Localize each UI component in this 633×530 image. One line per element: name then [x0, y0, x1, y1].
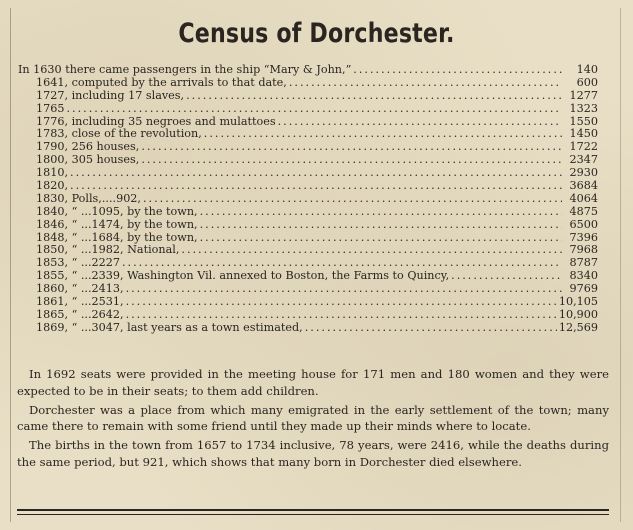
census-row-description: 1830, Polls,....902,	[36, 192, 141, 205]
census-row	[18, 77, 598, 90]
census-row	[18, 167, 598, 180]
census-row-value: 10,105	[558, 295, 598, 309]
census-row-value: 6500	[569, 217, 598, 231]
census-row-description: 1783, close of the revolution,	[36, 128, 202, 141]
census-row	[18, 206, 598, 219]
census-row-description: 1765	[36, 102, 65, 115]
dot-leader	[200, 232, 562, 245]
dot-leader	[181, 244, 562, 257]
census-row-description: 1840, “ ...1095, by the town,	[36, 205, 198, 218]
census-row-value: 600	[576, 75, 598, 89]
bottom-rule	[17, 509, 609, 511]
census-row	[18, 90, 598, 103]
dot-leader	[141, 154, 562, 167]
census-row-value: 8787	[569, 256, 598, 270]
page-edge-left	[10, 8, 11, 522]
dot-leader	[204, 128, 562, 141]
census-row-value: 1550	[569, 114, 598, 128]
census-row-value: 4875	[569, 204, 598, 218]
census-row	[18, 322, 598, 335]
census-row-description: 1790, 256 houses,	[36, 141, 140, 154]
census-row	[18, 103, 598, 116]
census-row-description: 1641, computed by the arrivals to that date,	[36, 76, 287, 89]
dot-leader	[289, 77, 562, 90]
census-row	[18, 219, 598, 232]
dot-leader	[66, 103, 562, 116]
bottom-rule-thin	[17, 514, 609, 515]
census-row	[18, 257, 598, 270]
census-row	[18, 141, 598, 154]
census-row-description: 1869, “ ...3047, last years as a town estimated,	[36, 321, 303, 334]
census-row-value: 8340	[569, 269, 598, 283]
dot-leader	[126, 296, 557, 309]
census-row-value: 10,900	[558, 307, 598, 321]
census-row-description: 1860, “ ...2413,	[36, 283, 124, 296]
dot-leader	[126, 309, 557, 322]
dot-leader	[200, 206, 562, 219]
census-row-value: 7968	[569, 243, 598, 257]
census-row-description: 1848, “ ...1684, by the town,	[36, 231, 198, 244]
census-row-value: 3684	[569, 179, 598, 193]
census-row-value: 1722	[569, 140, 598, 154]
dot-leader	[70, 180, 562, 193]
census-row-description: 1855, “ ...2339, Washington Vil. annexed to Boston, the Farms to Quincy,	[36, 270, 450, 283]
census-row	[18, 283, 598, 296]
census-row-description: 1865, “ ...2642,	[36, 308, 124, 321]
census-row-value: 4064	[569, 191, 598, 205]
document-title: Census of Dorchester.	[178, 18, 455, 49]
dot-leader	[70, 167, 562, 180]
paragraph-emigration: Dorchester was a place from which many emigrated in the early settlement of the town; many came there to remain with some friend until they made up their minds where to locate.	[17, 402, 609, 434]
page-edge-right	[620, 8, 621, 522]
census-row-value: 2930	[569, 166, 598, 180]
census-row-value: 1277	[569, 88, 598, 102]
census-row	[18, 309, 598, 322]
census-row-description: 1846, “ ...1474, by the town,	[36, 218, 198, 231]
census-row	[18, 270, 598, 283]
census-row	[18, 193, 598, 206]
census-row-description: 1853, “ ...2227	[36, 257, 120, 270]
census-table	[18, 64, 598, 335]
dot-leader	[143, 193, 562, 206]
census-row-description: 1810,	[36, 167, 69, 180]
dot-leader	[126, 283, 562, 296]
dot-leader	[122, 257, 562, 270]
census-row-value: 1323	[569, 101, 598, 115]
census-row-description: 1861, “ ...2531,	[36, 296, 124, 309]
census-row-description: 1820,	[36, 180, 69, 193]
census-row	[18, 296, 598, 309]
body-text	[17, 366, 609, 473]
census-row-description: 1776, including 35 negroes and mulattoes	[36, 115, 276, 128]
census-row	[18, 244, 598, 257]
dot-leader	[305, 322, 557, 335]
census-row-description: 1800, 305 houses,	[36, 154, 140, 167]
census-row-description: 1850, “ ...1982, National,	[36, 244, 180, 257]
census-row-value: 12,569	[558, 320, 598, 334]
census-row	[18, 116, 598, 129]
census-row	[18, 180, 598, 193]
census-row-value: 1450	[569, 127, 598, 141]
census-row-value: 2347	[569, 153, 598, 167]
dot-leader	[200, 219, 562, 232]
dot-leader	[186, 90, 562, 103]
census-row	[18, 154, 598, 167]
census-row-value: 7396	[569, 230, 598, 244]
paragraph-seats: In 1692 seats were provided in the meeting house for 171 men and 180 women and they were expected to be in their seats; to them add children.	[17, 367, 609, 398]
dot-leader	[353, 64, 562, 77]
census-row-description: In 1630 there came passengers in the ship “Mary & John,”	[18, 64, 352, 76]
dot-leader	[278, 116, 562, 129]
census-row-value: 140	[576, 63, 598, 76]
dot-leader	[451, 270, 562, 283]
census-row	[18, 64, 598, 77]
census-row	[18, 128, 598, 141]
paragraph-births: The births in the town from 1657 to 1734 inclusive, 78 years, were 2416, while the deaths during the same period, but 921, which shows that many born in Dorchester died elsewhere.	[17, 438, 609, 469]
dot-leader	[141, 141, 562, 154]
census-row-description: 1727, including 17 slaves,	[36, 89, 185, 102]
census-row-value: 9769	[569, 282, 598, 296]
census-row	[18, 232, 598, 245]
